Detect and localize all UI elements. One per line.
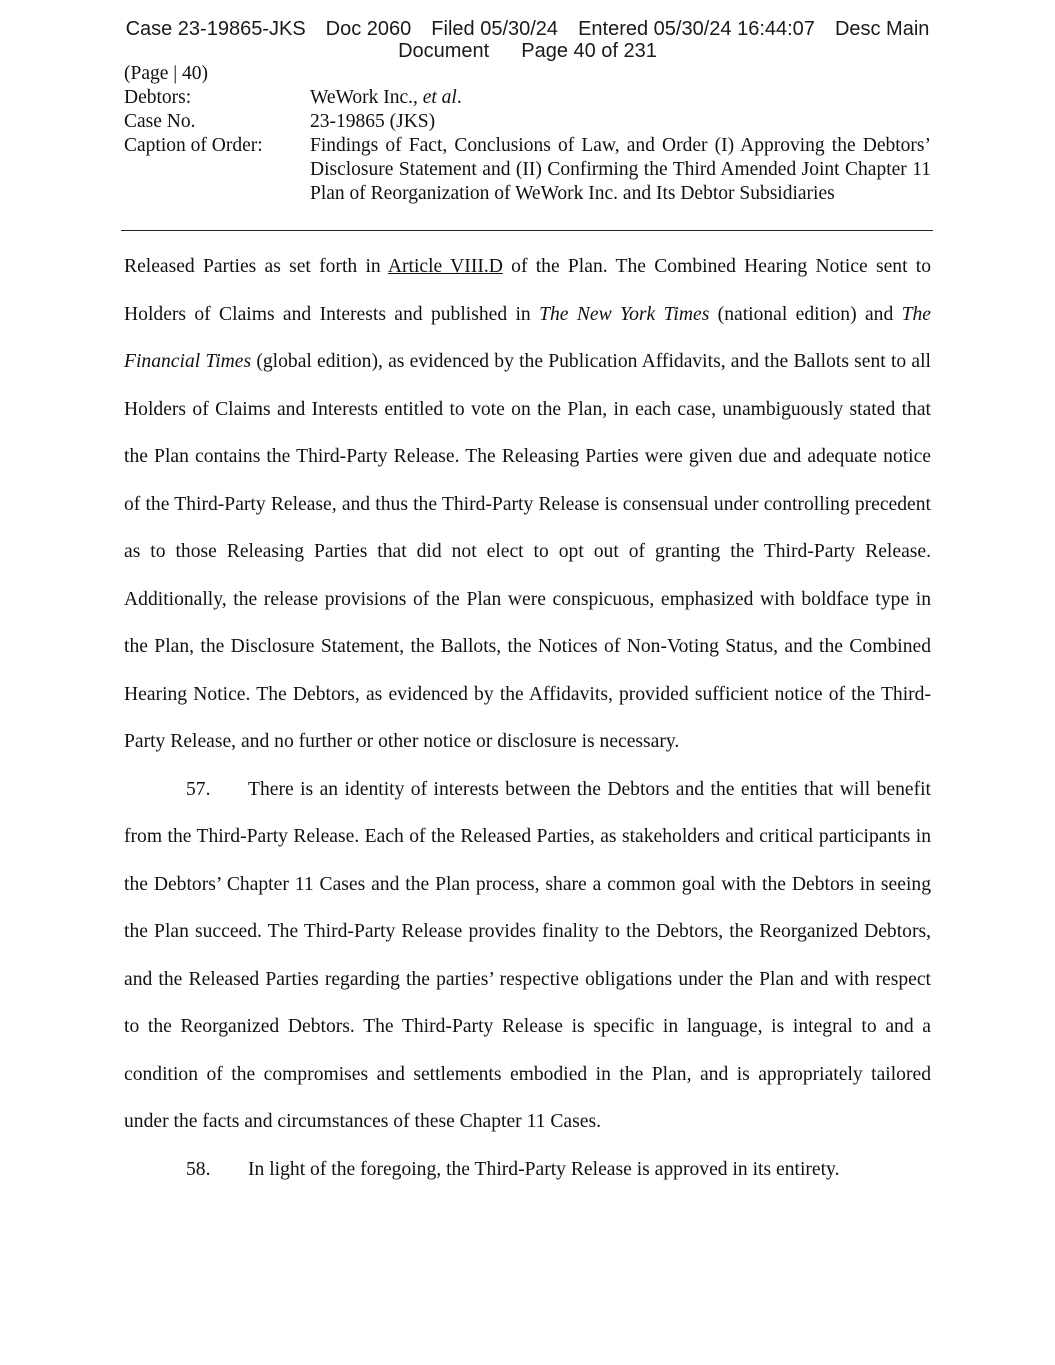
- paragraph-number: 58.: [186, 1158, 211, 1180]
- debtors-label: Debtors:: [124, 87, 192, 108]
- paragraph-58: 58. In light of the foregoing, the Third-Party Release is approved in its entirety.: [124, 1146, 931, 1194]
- document-body: [124, 243, 931, 1193]
- stamp-desc: Desc Main: [834, 18, 930, 40]
- caption-of-order-label: Caption of Order:: [124, 135, 263, 156]
- stamp-document: Document: [398, 40, 490, 62]
- caption-of-order-value: Findings of Fact, Conclusions of Law, and Order (I) Approving the Debtors’ Disclosure Statement and (II) Confirming the Third Amended Joint Chapter 11 Plan of Reorganization of WeWork Inc. and Its Debtor Subsidiaries: [310, 135, 931, 204]
- court-filing-stamp: [0, 18, 1055, 62]
- stamp-entered: Entered 05/30/24 16:44:07: [578, 18, 815, 40]
- paragraph-number: 57.: [186, 778, 211, 800]
- stamp-case: Case 23-19865-JKS: [125, 18, 306, 40]
- caption-divider: [121, 230, 933, 231]
- paragraph-continuation: Released Parties as set forth in Article VIII.D of the Plan. The Combined Hearing Notice sent to Holders of Claims and Interests and published in The New York Times (national edition) and The Financial Times (global edition), as evidenced by the Publication Affidavits, and the Ballots sent to all Holders of Claims and Interests entitled to vote on the Plan, in each case, unambiguously stated that the Plan contains the Third-Party Release. The Releasing Parties were given due and adequate notice of the Third-Party Release, and thus the Third-Party Release is consensual under controlling precedent as to those Releasing Parties that did not elect to opt out of granting the Third-Party Release. Additionally, the release provisions of the Plan were conspicuous, emphasized with boldface type in the Plan, the Disclosure Statement, the Ballots, the Notices of Non-Voting Status, and the Combined Hearing Notice. The Debtors, as evidenced by the Affidavits, provided sufficient notice of the Third-Party Release, and no further or other notice or disclosure is necessary.: [124, 256, 931, 752]
- page-reference: (Page | 40): [124, 63, 209, 84]
- stamp-filed: Filed 05/30/24: [431, 18, 559, 40]
- article-reference: Article VIII.D: [387, 256, 503, 277]
- paragraph-57: 57. There is an identity of interests between the Debtors and the entities that will benefit from the Third-Party Release. Each of the Released Parties, as stakeholders and critical participants in the Debtors’ Chapter 11 Cases and the Plan process, share a common goal with the Debtors in seeing the Plan succeed. The Third-Party Release provides finality to the Debtors, the Reorganized Debtors, and the Released Parties regarding the parties’ respective obligations under the Plan and with respect to the Reorganized Debtors. The Third-Party Release is specific in language, is integral to and a condition of the compromises and settlements embodied in the Plan, and is appropriately tailored under the facts and circumstances of these Chapter 11 Cases.: [124, 766, 931, 1146]
- debtors-value: WeWork Inc., et al.: [310, 87, 462, 108]
- case-number-value: 23-19865 (JKS): [310, 111, 436, 132]
- order-caption: [124, 62, 931, 206]
- case-number-label: Case No.: [124, 111, 196, 132]
- stamp-doc: Doc 2060: [325, 18, 412, 40]
- stamp-page: Page 40 of 231: [521, 40, 657, 62]
